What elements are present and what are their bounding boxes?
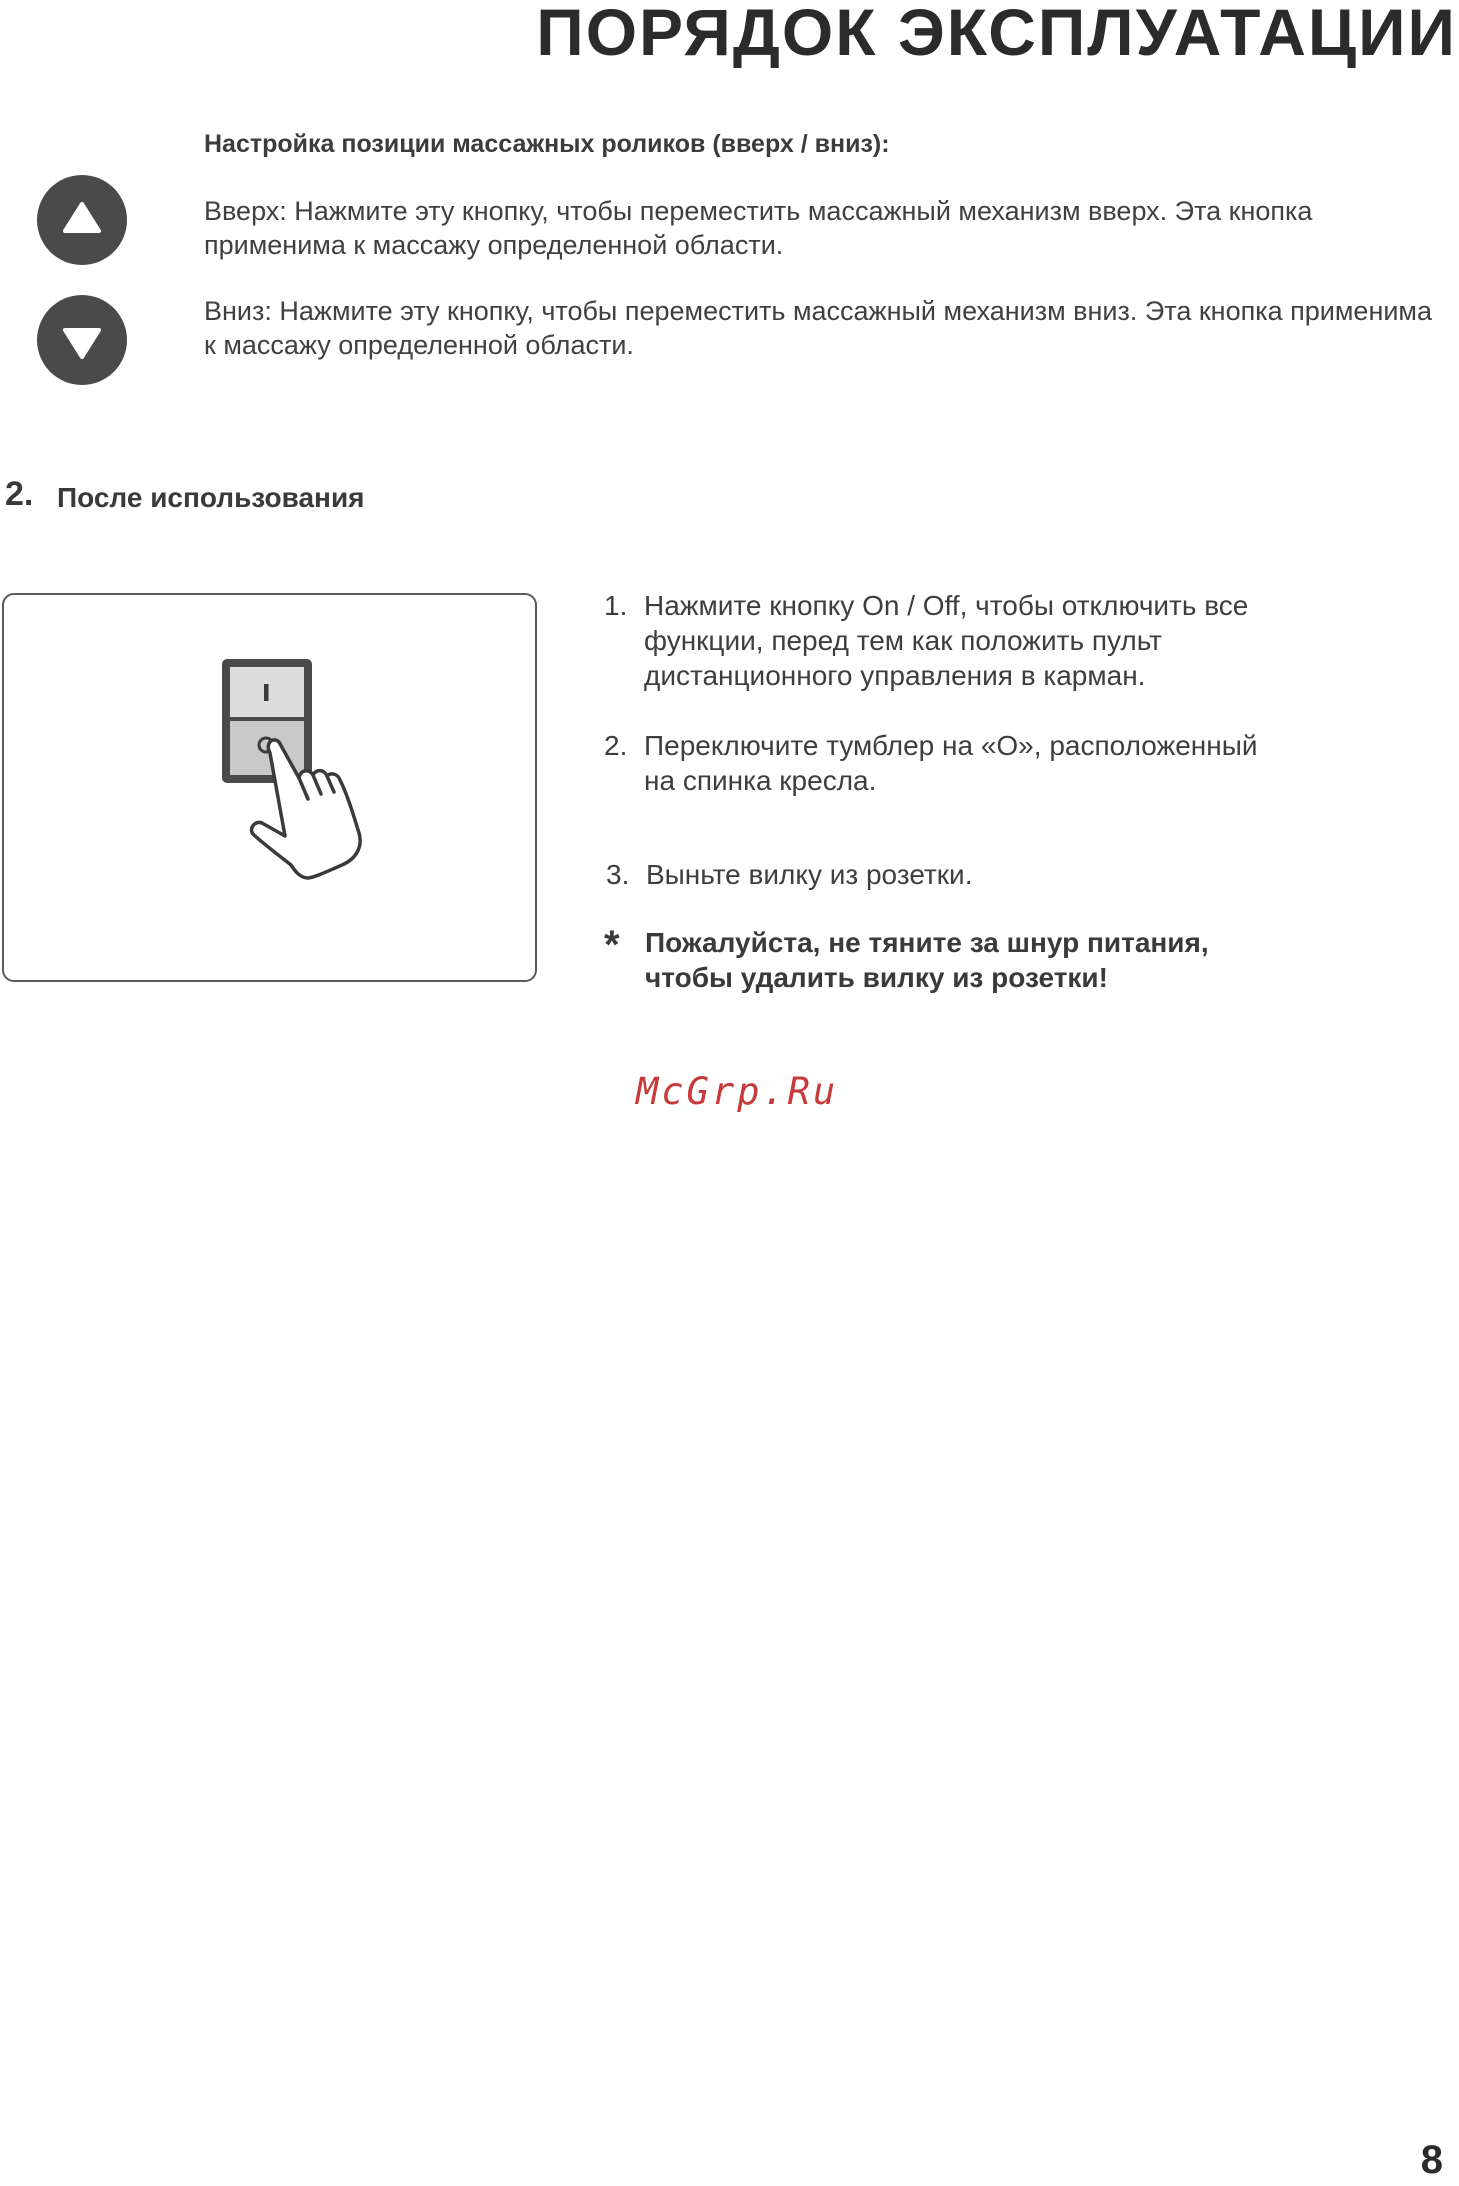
power-switch-illustration — [2, 593, 537, 982]
step-text: Переключите тумблер на «О», расположенный на спинка кресла. — [644, 730, 1258, 796]
roller-down-button — [37, 295, 127, 385]
roller-adjust-heading: Настройка позиции массажных роликов (вверх / вниз): — [204, 130, 890, 158]
page-title: ПОРЯДОК ЭКСПЛУАТАЦИИ — [536, 0, 1457, 69]
step-text: Выньте вилку из розетки. — [646, 859, 973, 890]
roller-down-description: Вниз: Нажмите эту кнопку, чтобы переместить массажный механизм вниз. Эта кнопка применима к массажу определенной области. — [204, 296, 1433, 360]
watermark: McGrp.Ru — [636, 1070, 839, 1113]
warning-text: Пожалуйста, не тяните за шнур питания, чтобы удалить вилку из розетки! — [645, 927, 1209, 993]
section-number: 2. — [5, 475, 34, 513]
arrow-up-icon — [37, 175, 127, 265]
arrow-down-icon — [37, 295, 127, 385]
step-text: Нажмите кнопку On / Off, чтобы отключить все функции, перед тем как положить пульт дистанционного управления в карман. — [644, 590, 1249, 691]
warning-marker: * — [604, 923, 620, 967]
rocker-switch-icon — [4, 595, 534, 979]
step-number: 3. — [606, 859, 630, 890]
page-number: 8 — [1420, 2138, 1443, 2182]
step-number: 2. — [604, 730, 628, 761]
section-title: После использования — [57, 482, 365, 513]
step-number: 1. — [604, 590, 628, 621]
roller-up-button — [37, 175, 127, 265]
roller-up-description: Вверх: Нажмите эту кнопку, чтобы переместить массажный механизм вверх. Эта кнопка применима к массажу определенной области. — [204, 196, 1313, 260]
